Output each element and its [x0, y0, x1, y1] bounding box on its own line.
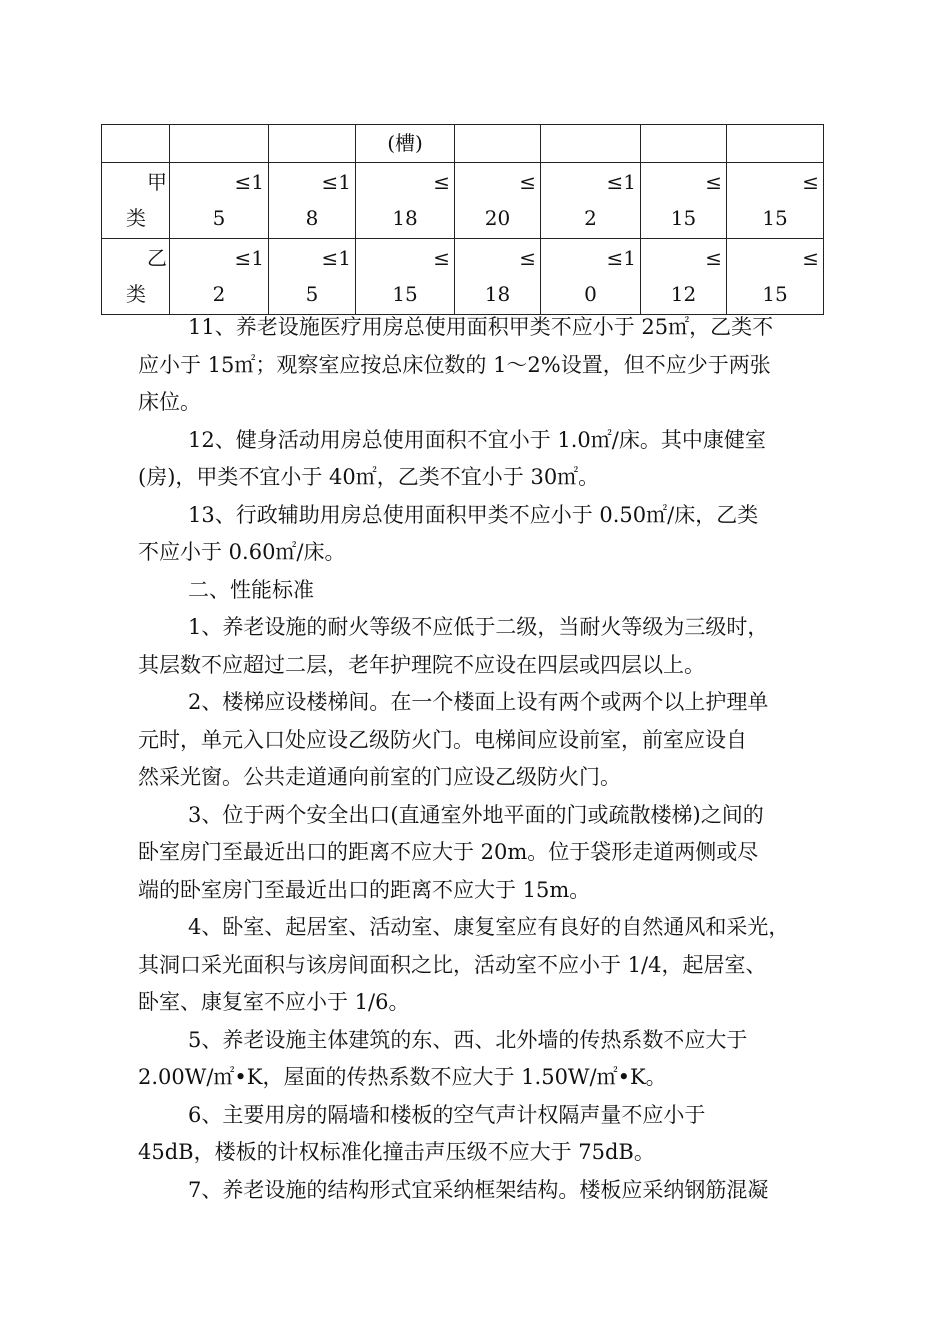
row-label-bottom: 类 [126, 282, 146, 306]
table-cell [541, 125, 641, 163]
text-line: 卧室、康复室不应小于 1/6。 [138, 990, 410, 1014]
table-cell: ≤ 18 [356, 163, 455, 239]
text-line: 其层数不应超过二层，老年护理院不应设在四层或四层以上。 [138, 652, 705, 677]
table-cell: ≤ 15 [727, 239, 824, 315]
table-cell: ≤1 2 [170, 239, 269, 315]
text-line: (房)，甲类不宜小于 40㎡，乙类不宜小于 30㎡。 [138, 465, 600, 489]
text-line: 5、养老设施主体建筑的东、西、北外墙的传热系数不应大于 [188, 1027, 748, 1052]
text-line: 1、养老设施的耐火等级不应低于二级，当耐火等级为三级时， [188, 615, 769, 639]
table-cell: ≤ 15 [356, 239, 455, 315]
table-cell: ≤1 5 [170, 163, 269, 239]
table-row [102, 239, 824, 315]
table-cell [641, 125, 727, 163]
row-label-cell [102, 163, 170, 239]
table-cell [455, 125, 541, 163]
text-line: 4、卧室、起居室、活动室、康复室应有良好的自然通风和采光， [188, 915, 790, 939]
text-line: 然采光窗。公共走道通向前室的门应设乙级防火门。 [138, 765, 621, 789]
text-line: 其洞口采光面积与该房间面积之比，活动室不应小于 1/4，起居室、 [138, 952, 767, 977]
text-line: 13、行政辅助用房总使用面积甲类不应小于 0.50㎡/床，乙类 [188, 502, 759, 527]
text-line: 2.00W/㎡•K，屋面的传热系数不应大于 1.50W/㎡•K。 [138, 1065, 667, 1089]
table-cell: ≤1 5 [269, 239, 356, 315]
text-line: 床位。 [138, 390, 201, 414]
table-cell: ≤ 12 [641, 239, 727, 315]
table-cell: ≤ 20 [455, 163, 541, 239]
table-header-row [102, 125, 824, 163]
text-line: 3、位于两个安全出口(直通室外地平面的门或疏散楼梯)之间的 [188, 802, 764, 827]
text-line: 7、养老设施的结构形式宜采纳框架结构。楼板应采纳钢筋混凝 [188, 1177, 769, 1202]
text-line: 应小于 15㎡；观察室应按总床位数的 1～2%设置，但不应少于两张 [138, 352, 771, 377]
table-cell [102, 125, 170, 163]
table-cell [170, 125, 269, 163]
section-heading: 二、性能标准 [188, 577, 314, 602]
text-line: 元时，单元入口处应设乙级防火门。电梯间应设前室，前室应设自 [138, 727, 747, 752]
table-cell: ≤ 18 [455, 239, 541, 315]
text-line: 45dB，楼板的计权标准化撞击声压级不应大于 75dB。 [138, 1140, 655, 1164]
table-cell: ≤ 15 [727, 163, 824, 239]
table-cell [727, 125, 824, 163]
table-cell: ≤ 15 [641, 163, 727, 239]
text-line: 11、养老设施医疗用房总使用面积甲类不应小于 25㎡，乙类不 [188, 315, 774, 339]
row-label-top: 乙 [147, 246, 167, 270]
text-line: 12、健身活动用房总使用面积不宜小于 1.0㎡/床。其中康健室 [188, 427, 766, 452]
text-line: 6、主要用房的隔墙和楼板的空气声计权隔声量不应小于 [188, 1102, 706, 1127]
text-line: 端的卧室房门至最近出口的距离不应大于 15m。 [138, 877, 591, 902]
table-cell: ≤1 2 [541, 163, 641, 239]
table-cell: ≤1 0 [541, 239, 641, 315]
area-standard-table [101, 124, 824, 315]
table-cell [269, 125, 356, 163]
text-line: 卧室房门至最近出口的距离不应大于 20m。位于袋形走道两侧或尽 [138, 840, 759, 864]
row-label-cell [102, 239, 170, 315]
row-label-bottom: 类 [126, 206, 146, 230]
body-text [138, 309, 828, 1209]
text-line: 2、楼梯应设楼梯间。在一个楼面上设有两个或两个以上护理单 [188, 690, 769, 714]
table-row [102, 163, 824, 239]
table-cell: (槽) [356, 125, 455, 163]
table-cell: ≤1 8 [269, 163, 356, 239]
text-line: 不应小于 0.60㎡/床。 [138, 540, 346, 564]
row-label-top: 甲 [147, 170, 167, 194]
